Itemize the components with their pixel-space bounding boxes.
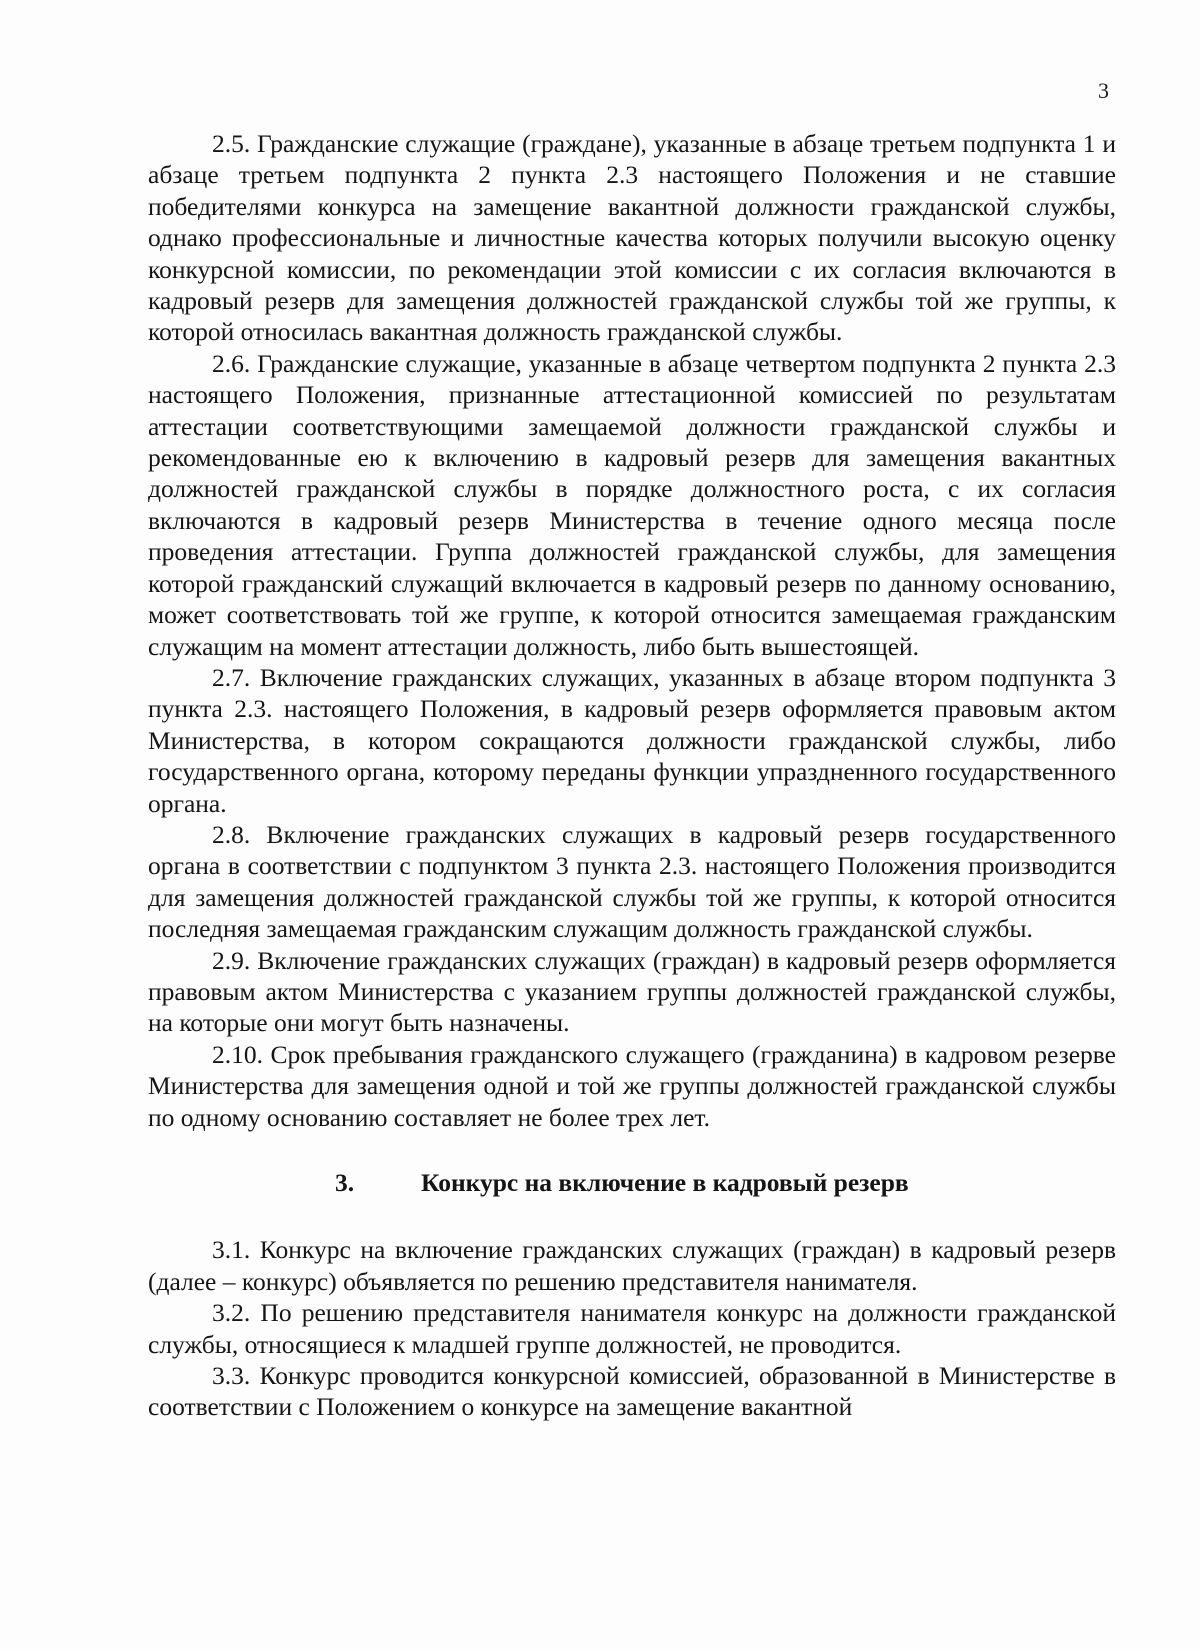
section-heading: [148, 1167, 1116, 1198]
section-title: Конкурс на включение в кадровый резерв: [421, 1168, 909, 1197]
paragraph-2-5: 2.5. Гражданские служащие (граждане), указанные в абзаце третьем подпункта 1 и абзаце третьем подпункта 2 пункта 2.3 настоящего Положения и не ставшие победителями конкурса на замещение вакантной должности гражданской службы, однако профессиональные и личностные качества которых получили высокую оценку конкурсной комиссии, по рекомендации этой комиссии с их согласия включаются в кадровый резерв для замещения должностей гражданской службы той же группы, к которой относилась вакантная должность гражданской службы.: [148, 129, 1116, 347]
paragraph-2-9: 2.9. Включение гражданских служащих (граждан) в кадровый резерв оформляется правовым актом Министерства с указанием группы должностей гражданской службы, на которые они могут быть назначены.: [148, 945, 1116, 1038]
paragraph-2-8: 2.8. Включение гражданских служащих в кадровый резерв государственного органа в соответствии с подпунктом 3 пункта 2.3. настоящего Положения производится для замещения должностей гражданской службы той же группы, к которой относится последняя замещаемая гражданским служащим должность гражданской службы.: [148, 819, 1116, 944]
paragraph-3-2: 3.2. По решению представителя нанимателя конкурс на должности гражданской службы, относящиеся к младшей группе должностей, не проводится.: [148, 1298, 1116, 1359]
paragraph-2-6: 2.6. Гражданские служащие, указанные в абзаце четвертом подпункта 2 пункта 2.3 настоящего Положения, признанные аттестационной комиссией по результатам аттестации соответствующими замещаемой должности гражданской службы и рекомендованные ею к включению в кадровый резерв для замещения вакантных должностей гражданской службы в порядке должностного роста, с их согласия включаются в кадровый резерв Министерства в течение одного месяца после проведения аттестации. Группа должностей гражданской службы, для замещения которой гражданский служащий включается в кадровый резерв по данному основанию, может соответствовать той же группе, к которой относится замещаемая гражданским служащим на момент аттестации должность, либо быть вышестоящей.: [148, 348, 1116, 661]
document-body: [148, 128, 1116, 1423]
paragraph-2-7: 2.7. Включение гражданских служащих, указанных в абзаце втором подпункта 3 пункта 2.3. настоящего Положения, в кадровый резерв оформляется правовым актом Министерства, в котором сокращаются должности гражданской службы, либо государственного органа, которому переданы функции упраздненного государственного органа.: [148, 662, 1116, 818]
paragraph-3-3: 3.3. Конкурс проводится конкурсной комиссией, образованной в Министерстве в соответствии с Положением о конкурсе на замещение вакантной: [148, 1361, 1116, 1422]
section-number: 3.: [335, 1168, 355, 1197]
page-number: 3: [1098, 78, 1109, 103]
paragraph-2-10: 2.10. Срок пребывания гражданского служащего (гражданина) в кадровом резерве Министерства для замещения одной и той же группы должностей гражданской службы по одному основанию составляет не более трех лет.: [148, 1039, 1116, 1132]
paragraph-3-1: 3.1. Конкурс на включение гражданских служащих (граждан) в кадровый резерв (далее – конкурс) объявляется по решению представителя нанимателя.: [148, 1235, 1116, 1296]
